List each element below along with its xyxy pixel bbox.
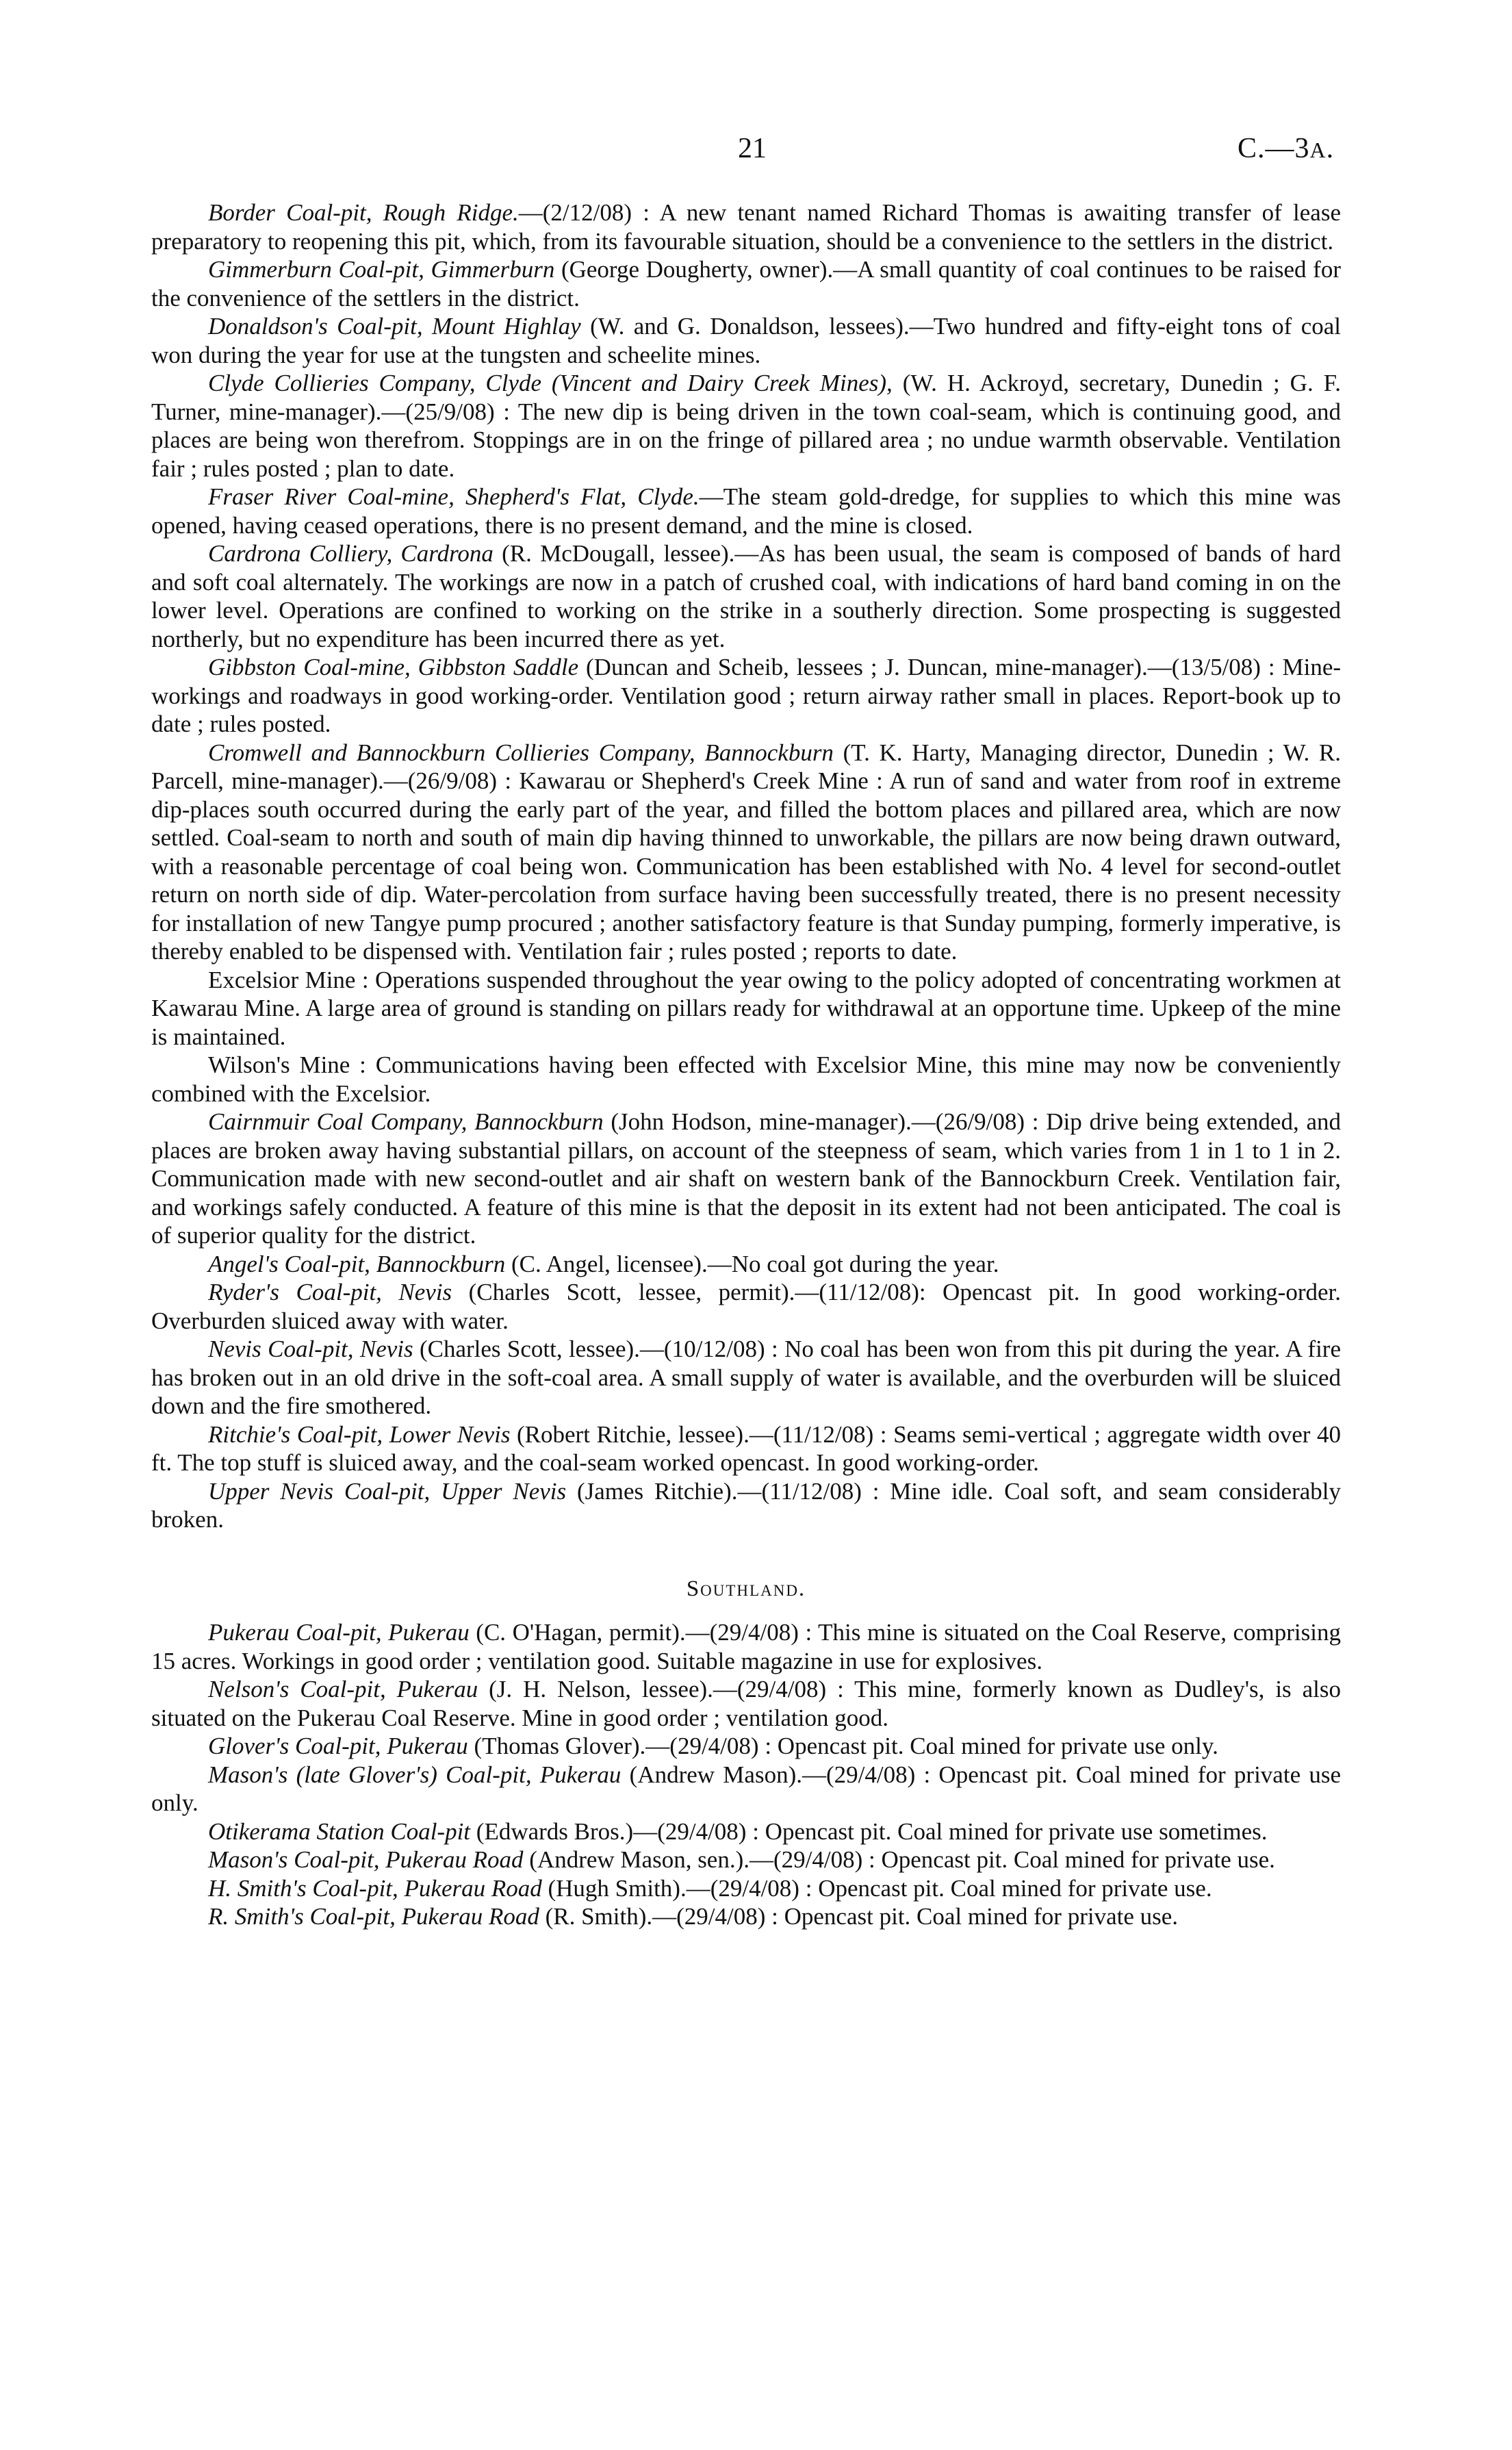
entry-text: (Charles Scott, lessee).—(10/12/08) : No coal has been won from this pit during the year. A fire has broken out in an old drive in the soft-coal area. A small supply of water is available, and the overburden will be sluiced down and the fire smothered. bbox=[151, 1336, 1341, 1419]
entry-title: Glover's Coal-pit, Pukerau bbox=[208, 1733, 468, 1759]
entry-title: Pukerau Coal-pit, Pukerau bbox=[208, 1619, 470, 1646]
paragraph bbox=[151, 966, 1341, 1051]
entry-text: (Andrew Mason).—(29/4/08) : Opencast pit. Coal mined for private use only. bbox=[151, 1761, 1341, 1816]
paragraph bbox=[151, 483, 1341, 539]
entry-title: H. Smith's Coal-pit, Pukerau Road bbox=[208, 1874, 542, 1902]
entry-text: (W. and G. Donaldson, lessees).—Two hundred and fifty-eight tons of coal won during the year for use at the tungsten and scheelite mines. bbox=[151, 313, 1341, 368]
entry-text: Wilson's Mine : Communications having been effected with Excelsior Mine, this mine may now be conveniently combined with the Excelsior. bbox=[151, 1051, 1341, 1107]
entry-text: —The steam gold-dredge, for supplies to which this mine was opened, having ceased operations, there is no present demand, and the mine is closed. bbox=[151, 483, 1341, 539]
paragraph bbox=[151, 1420, 1341, 1477]
entry-text: (George Dougherty, owner).—A small quantity of coal continues to be raised for the convenience of the settlers in the district. bbox=[151, 256, 1341, 311]
paragraph bbox=[151, 1618, 1341, 1675]
entry-title: Donaldson's Coal-pit, Mount Highlay bbox=[208, 313, 581, 340]
body-text bbox=[151, 199, 1341, 1931]
entry-title: Cromwell and Bannockburn Collieries Company, Bannockburn bbox=[208, 739, 834, 766]
entry-text: (J. H. Nelson, lessee).—(29/4/08) : This mine, formerly known as Dudley's, is also situated on the Pukerau Coal Reserve. Mine in good order ; ventilation good. bbox=[151, 1676, 1341, 1731]
entry-title: Ryder's Coal-pit, Nevis bbox=[208, 1279, 452, 1305]
paragraph bbox=[151, 539, 1341, 653]
entry-text: (Robert Ritchie, lessee).—(11/12/08) : Seams semi-vertical ; aggregate width over 40 ft. The top stuff is sluiced away, and the coal-seam worked opencast. In good working-order. bbox=[151, 1420, 1342, 1476]
entry-title: Ritchie's Coal-pit, Lower Nevis bbox=[208, 1420, 511, 1448]
entry-text: —(2/12/08) : A new tenant named Richard Thomas is awaiting transfer of lease preparatory to reopening this pit, which, from its favourable situation, should be a convenience to the settlers in the district. bbox=[151, 199, 1341, 255]
entry-title: R. Smith's Coal-pit, Pukerau Road bbox=[208, 1903, 539, 1930]
entry-text: (Thomas Glover).—(29/4/08) : Opencast pit. Coal mined for private use only. bbox=[467, 1733, 1218, 1759]
entry-title: Angel's Coal-pit, Bannockburn bbox=[208, 1250, 506, 1277]
report-reference bbox=[1238, 131, 1334, 167]
section-heading-southland: Southland. bbox=[686, 1576, 806, 1601]
entry-title: Border Coal-pit, Rough Ridge. bbox=[208, 199, 519, 226]
paragraph bbox=[151, 739, 1341, 966]
entry-text: (R. McDougall, lessee).—As has been usual, the seam is composed of bands of hard and soft coal alternately. The workings are now in a patch of crushed coal, with indications of hard band coming in on the lower level. Operations are confined to working on the strike in a southerly direction. Some prospecting is suggested northerly, but no expenditure has been incurred there as yet. bbox=[151, 540, 1341, 652]
paragraph bbox=[151, 1874, 1341, 1903]
paragraph bbox=[151, 1335, 1341, 1420]
entry-text: (R. Smith).—(29/4/08) : Opencast pit. Coal mined for private use. bbox=[539, 1903, 1179, 1930]
entry-text: (John Hodson, mine-manager).—(26/9/08) : Dip drive being extended, and places are broken away having substantial pillars, on account of the steepness of seam, which varies from 1 in 1 to 1 in 2. Communication made with new second-outlet and air shaft on western bank of the Bannockburn Creek. Ventilation fair, and workings safely conducted. A feature of this mine is that the deposit in its extent had not been anticipated. The coal is of superior quality for the district. bbox=[151, 1108, 1341, 1249]
paragraph bbox=[151, 1817, 1341, 1846]
entry-text: (T. K. Harty, Managing director, Dunedin ; W. R. Parcell, mine-manager).—(26/9/08) : Kawarau or Shepherd's Creek Mine : A run of sand and water from roof in extreme dip-places south occurred during the early part of the year, and filled the bottom places and pillared area, which are now settled. Coal-seam to north and south of main dip having thinned to unworkable, the pillars are now being drawn outward, with a reasonable percentage of coal being won. Communication has been established with No. 4 level for second-outlet return on north side of dip. Water-percolation from surface having been successfully treated, there is no present necessity for installation of new Tangye pump procured ; another satisfactory feature is that Sunday pumping, formerly imperative, is thereby enabled to be dispensed with. Ventilation fair ; rules posted ; reports to date. bbox=[151, 739, 1341, 965]
paragraph bbox=[151, 1477, 1341, 1534]
entry-text: (Duncan and Scheib, lessees ; J. Duncan, mine-manager).—(13/5/08) : Mine-workings and roadways in good working-order. Ventilation good ; return airway rather small in places. Report-book up to date ; rules posted. bbox=[151, 654, 1342, 737]
report-reference-end: . bbox=[1326, 133, 1335, 164]
paragraph bbox=[151, 1761, 1341, 1817]
entry-text: (Charles Scott, lessee, permit).—(11/12/08): Opencast pit. In good working-order. Overburden sluiced away with water. bbox=[151, 1279, 1341, 1334]
report-reference-suffix: A bbox=[1309, 138, 1327, 162]
paragraph bbox=[151, 1051, 1341, 1108]
entry-title: Otikerama Station Coal-pit bbox=[208, 1817, 471, 1845]
paragraph bbox=[151, 255, 1341, 312]
paragraph bbox=[151, 369, 1341, 483]
entry-text: (Edwards Bros.)—(29/4/08) : Opencast pit. Coal mined for private use sometimes. bbox=[470, 1817, 1268, 1845]
entry-text: (Hugh Smith).—(29/4/08) : Opencast pit. Coal mined for private use. bbox=[541, 1874, 1212, 1902]
paragraph bbox=[151, 1675, 1341, 1732]
paragraph bbox=[151, 1732, 1341, 1761]
entry-text: (C. O'Hagan, permit).—(29/4/08) : This mine is situated on the Coal Reserve, comprising 15 acres. Workings in good order ; ventilation good. Suitable magazine in use for explosives. bbox=[151, 1619, 1342, 1674]
entry-text: (C. Angel, licensee).—No coal got during the year. bbox=[505, 1250, 999, 1277]
paragraph bbox=[151, 1846, 1341, 1874]
entry-title: Nelson's Coal-pit, Pukerau bbox=[208, 1676, 478, 1702]
report-reference-main: C.—3 bbox=[1238, 133, 1310, 164]
entry-title: Cardrona Colliery, Cardrona bbox=[208, 540, 494, 567]
page-number: 21 bbox=[738, 133, 767, 164]
entry-title: Mason's Coal-pit, Pukerau Road bbox=[208, 1846, 524, 1873]
entry-title: Gibbston Coal-mine, Gibbston Saddle bbox=[208, 654, 579, 680]
entry-title: Nevis Coal-pit, Nevis bbox=[208, 1336, 413, 1362]
paragraphs-part2 bbox=[151, 1618, 1341, 1931]
paragraph bbox=[151, 653, 1341, 739]
paragraph bbox=[151, 199, 1341, 255]
entry-text: (James Ritchie).—(11/12/08) : Mine idle. Coal soft, and seam considerably broken. bbox=[151, 1477, 1342, 1533]
entry-title: Clyde Collieries Company, Clyde (Vincent and Dairy Creek Mines), bbox=[208, 370, 893, 396]
entry-text: (Andrew Mason, sen.).—(29/4/08) : Opencast pit. Coal mined for private use. bbox=[523, 1846, 1275, 1873]
entry-title: Mason's (late Glover's) Coal-pit, Pukerau bbox=[208, 1761, 622, 1788]
entry-title: Gimmerburn Coal-pit, Gimmerburn bbox=[208, 256, 555, 283]
paragraph bbox=[151, 1108, 1341, 1250]
paragraphs-part1 bbox=[151, 199, 1341, 1534]
paragraph bbox=[151, 1250, 1341, 1279]
entry-text: Excelsior Mine : Operations suspended throughout the year owing to the policy adopted of concentrating workmen at Kawarau Mine. A large area of ground is standing on pillars ready for withdrawal at an opportune time. Upkeep of the mine is maintained. bbox=[151, 966, 1341, 1050]
entry-text: (W. H. Ackroyd, secretary, Dunedin ; G. F. Turner, mine-manager).—(25/9/08) : The new dip is being driven in the town coal-seam, which is continuing good, and places are being won therefrom. Stoppings are in on the fringe of pillared area ; no undue warmth observable. Ventilation fair ; rules posted ; plan to date. bbox=[151, 370, 1341, 482]
entry-title: Upper Nevis Coal-pit, Upper Nevis bbox=[208, 1477, 567, 1505]
paragraph bbox=[151, 1902, 1341, 1931]
paragraph bbox=[151, 312, 1341, 369]
entry-title: Fraser River Coal-mine, Shepherd's Flat, Clyde. bbox=[208, 483, 700, 510]
paragraph bbox=[151, 1278, 1341, 1335]
entry-title: Cairnmuir Coal Company, Bannockburn bbox=[208, 1108, 604, 1135]
